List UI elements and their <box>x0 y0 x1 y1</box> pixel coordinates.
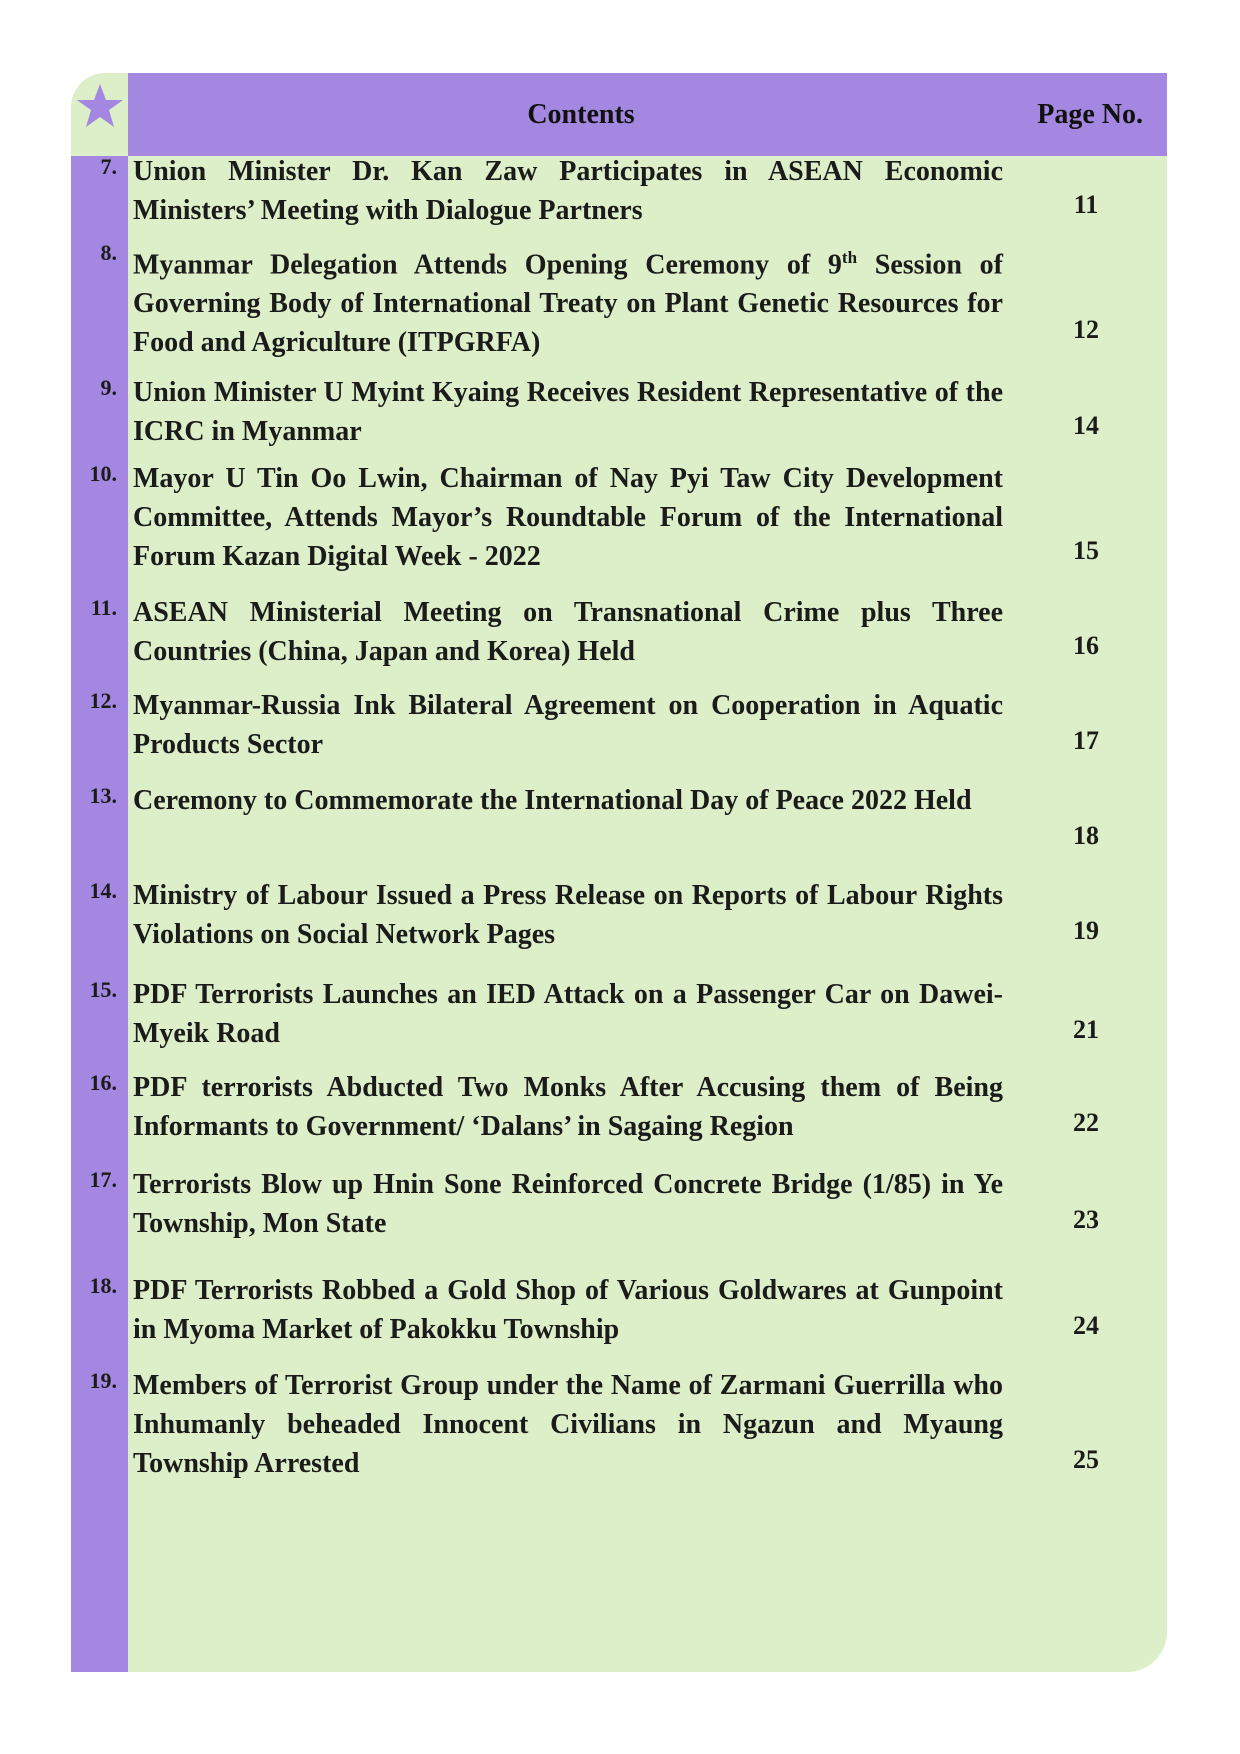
entry-page[interactable]: 14 <box>1073 411 1099 440</box>
entry-title[interactable]: Ceremony to Commemorate the International Day of Peace 2022 Held <box>133 785 972 816</box>
entry-title[interactable]: ASEAN Ministerial Meeting on Transnational Crime plus Three Countries (China, Japan and Korea) Held <box>133 597 1003 667</box>
entry-title[interactable]: Terrorists Blow up Hnin Sone Reinforced Concrete Bridge (1/85) in Ye Township, Mon State <box>133 1169 1003 1239</box>
entry-title[interactable] <box>133 238 1003 362</box>
entry-number: 10. <box>89 461 117 486</box>
entry-page[interactable]: 23 <box>1073 1205 1099 1234</box>
entry-page[interactable]: 18 <box>1073 821 1099 850</box>
entry-number: 7. <box>100 154 117 179</box>
entry-page[interactable]: 11 <box>1073 190 1099 219</box>
entry-page[interactable]: 25 <box>1073 1445 1099 1474</box>
entry-page[interactable]: 19 <box>1073 916 1099 945</box>
entry-number: 12. <box>89 688 117 713</box>
entry-page[interactable]: 24 <box>1073 1311 1099 1340</box>
entry-number: 19. <box>89 1368 117 1393</box>
entry-number: 18. <box>89 1273 117 1298</box>
entry-title-part: Myanmar Delegation Attends Opening Ceremony of 9 <box>133 249 842 281</box>
entry-title[interactable]: PDF Terrorists Robbed a Gold Shop of Various Goldwares at Gunpoint in Myoma Market of Pakokku Township <box>133 1275 1003 1345</box>
entry-title[interactable]: Union Minister U Myint Kyaing Receives Resident Representative of the ICRC in Myanmar <box>133 377 1003 447</box>
entry-number: 15. <box>89 977 117 1002</box>
entry-page[interactable]: 21 <box>1073 1015 1099 1044</box>
entry-number: 16. <box>89 1070 117 1095</box>
entry-page[interactable]: 17 <box>1073 726 1099 755</box>
entry-title[interactable]: Myanmar-Russia Ink Bilateral Agreement on Cooperation in Aquatic Products Sector <box>133 690 1003 760</box>
contents-panel <box>71 73 1167 1672</box>
entry-page[interactable]: 16 <box>1073 631 1099 660</box>
entry-title[interactable]: PDF Terrorists Launches an IED Attack on a Passenger Car on Dawei-Myeik Road <box>133 979 1003 1049</box>
entry-page[interactable]: 15 <box>1073 536 1099 565</box>
contents-heading: Contents <box>527 99 635 130</box>
entry-number: 11. <box>90 595 117 620</box>
entry-page[interactable]: 22 <box>1073 1108 1099 1137</box>
entry-number: 13. <box>89 783 117 808</box>
entry-page[interactable]: 12 <box>1073 315 1099 344</box>
entry-number: 8. <box>100 240 117 265</box>
page-number-heading: Page No. <box>1037 99 1143 130</box>
entry-title[interactable]: Ministry of Labour Issued a Press Release on Reports of Labour Rights Violations on Social Network Pages <box>133 880 1003 950</box>
entry-title[interactable]: Members of Terrorist Group under the Name of Zarmani Guerrilla who Inhumanly beheaded Innocent Civilians in Ngazun and Myaung Township Arrested <box>133 1370 1003 1479</box>
entry-title[interactable]: Union Minister Dr. Kan Zaw Participates in ASEAN Economic Ministers’ Meeting with Dialogue Partners <box>133 156 1003 226</box>
entry-title[interactable]: Mayor U Tin Oo Lwin, Chairman of Nay Pyi Taw City Development Committee, Attends Mayor’s Roundtable Forum of the International Forum Kazan Digital Week - 2022 <box>133 463 1003 572</box>
entry-number: 9. <box>100 375 117 400</box>
entry-title[interactable]: PDF terrorists Abducted Two Monks After Accusing them of Being Informants to Government/ ‘Dalans’ in Sagaing Region <box>133 1072 1003 1142</box>
entry-number: 17. <box>89 1167 117 1192</box>
entry-title-superscript: th <box>841 248 858 267</box>
entry-title-part: Session of Governing Body of International Treaty on Plant Genetic Resources for Food and Agriculture (ITPGRFA) <box>133 249 1003 359</box>
entry-number: 14. <box>89 878 117 903</box>
